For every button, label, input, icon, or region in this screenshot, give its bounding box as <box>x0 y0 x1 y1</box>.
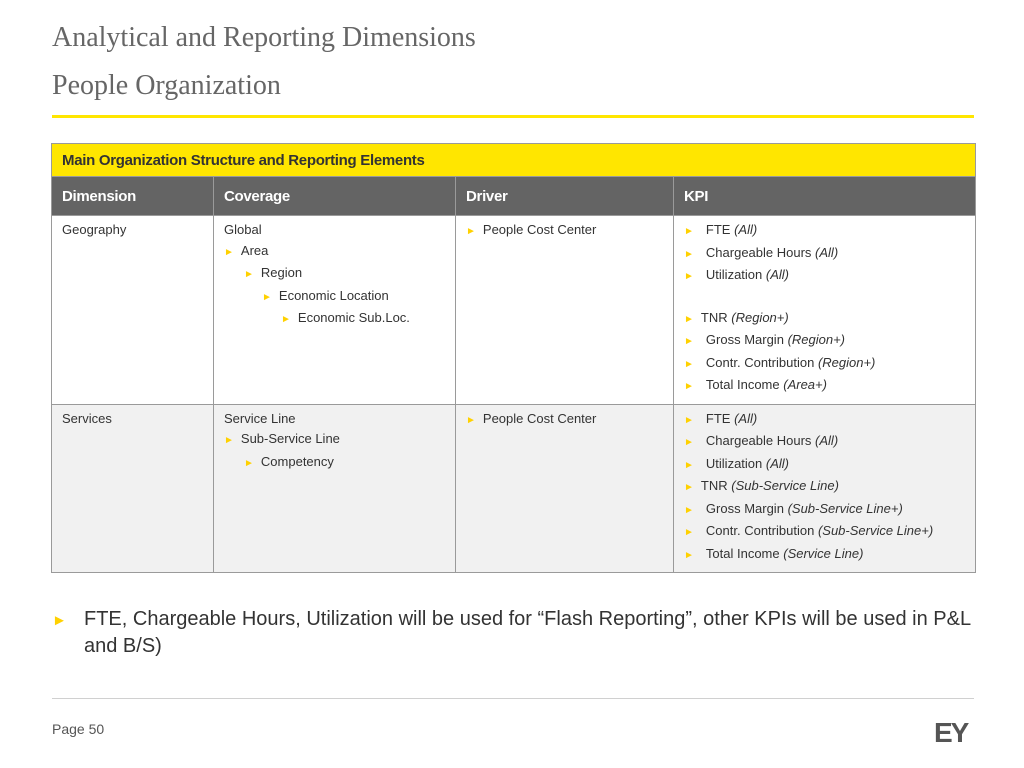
kpi-item: ► TNR (Sub-Service Line) <box>684 478 839 493</box>
organization-table <box>51 143 976 573</box>
coverage-level: Service Line <box>224 410 296 426</box>
column-header-dimension: Dimension <box>52 177 214 216</box>
triangle-right-icon: ► <box>684 381 694 392</box>
triangle-right-icon: ► <box>684 504 694 516</box>
kpi-item: ► Total Income (Area+) <box>684 377 827 392</box>
triangle-right-icon: ► <box>684 437 694 448</box>
coverage-level: ► Area <box>224 242 269 258</box>
kpi-item: ► FTE (All) <box>684 410 758 426</box>
summary-bullet <box>52 606 972 660</box>
triangle-right-icon: ► <box>684 248 694 260</box>
coverage-level: ► Competency <box>244 453 334 469</box>
triangle-right-icon: ► <box>684 358 694 370</box>
triangle-right-icon: ► <box>466 414 476 426</box>
kpi-item: ► Utilization (All) <box>684 455 789 471</box>
driver-item: ► People Cost Center <box>466 222 597 237</box>
kpi-item: ► Total Income (Service Line) <box>684 545 864 561</box>
kpi-item: ► Contr. Contribution (Region+) <box>684 354 876 370</box>
column-header-kpi: KPI <box>674 177 976 216</box>
coverage-level: ► Region <box>244 265 303 280</box>
driver-item: ► People Cost Center <box>466 410 597 426</box>
title-underline <box>52 115 974 118</box>
triangle-right-icon: ► <box>684 414 694 426</box>
triangle-right-icon: ► <box>244 457 254 469</box>
table-caption-row <box>52 144 976 177</box>
triangle-right-icon: ► <box>281 314 291 325</box>
kpi-item: ► Gross Margin (Region+) <box>684 332 846 347</box>
coverage-cell <box>214 404 456 573</box>
ey-logo: EY <box>934 717 968 748</box>
table-row <box>52 216 976 405</box>
kpi-item: ► Gross Margin (Sub-Service Line+) <box>684 500 903 516</box>
triangle-right-icon: ► <box>224 246 234 258</box>
triangle-right-icon: ► <box>466 226 476 237</box>
dimension-cell: Services <box>52 404 214 573</box>
triangle-right-icon: ► <box>684 271 694 282</box>
table-header-row <box>52 177 976 216</box>
summary-text: FTE, Chargeable Hours, Utilization will be used for “Flash Reporting”, other KPIs will be used in P&L and B/S) <box>84 608 971 657</box>
driver-cell <box>456 404 674 573</box>
kpi-item: ► TNR (Region+) <box>684 309 789 325</box>
triangle-right-icon: ► <box>684 313 694 325</box>
coverage-level: ► Economic Location <box>262 287 389 303</box>
kpi-item: ► Chargeable Hours (All) <box>684 433 839 448</box>
triangle-right-icon: ► <box>684 459 694 471</box>
triangle-right-icon: ► <box>684 527 694 538</box>
kpi-item: ► Chargeable Hours (All) <box>684 244 839 260</box>
triangle-right-icon: ► <box>684 482 694 493</box>
triangle-right-icon: ► <box>52 612 67 629</box>
page-number: Page 50 <box>52 721 105 737</box>
kpi-spacer <box>684 288 965 308</box>
dimension-cell: Geography <box>52 216 214 405</box>
table-row <box>52 404 976 573</box>
coverage-level: Global <box>224 222 262 237</box>
kpi-item: ► Contr. Contribution (Sub-Service Line+) <box>684 523 934 538</box>
coverage-level: ► Sub-Service Line <box>224 431 340 446</box>
driver-cell <box>456 216 674 405</box>
column-header-coverage: Coverage <box>214 177 456 216</box>
kpi-cell <box>674 216 976 405</box>
page-title: Analytical and Reporting Dimensions <box>52 22 476 53</box>
triangle-right-icon: ► <box>262 291 272 303</box>
triangle-right-icon: ► <box>224 435 234 446</box>
kpi-item: ► FTE (All) <box>684 222 758 237</box>
column-header-driver: Driver <box>456 177 674 216</box>
triangle-right-icon: ► <box>684 226 694 237</box>
table-caption: Main Organization Structure and Reporting Elements <box>52 144 976 177</box>
kpi-item: ► Utilization (All) <box>684 267 789 282</box>
kpi-cell <box>674 404 976 573</box>
triangle-right-icon: ► <box>684 336 694 347</box>
triangle-right-icon: ► <box>244 269 254 280</box>
footer-divider <box>52 698 974 699</box>
coverage-cell <box>214 216 456 405</box>
triangle-right-icon: ► <box>684 549 694 561</box>
page-subtitle: People Organization <box>52 70 281 101</box>
coverage-level: ► Economic Sub.Loc. <box>281 310 410 325</box>
